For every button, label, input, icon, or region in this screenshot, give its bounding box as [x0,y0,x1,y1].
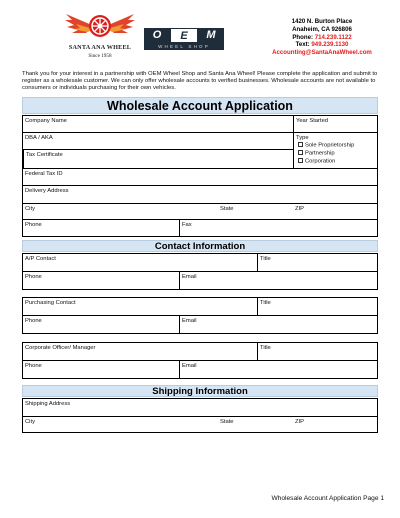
shipping-address-field[interactable] [23,399,377,416]
federal-tax-id-field[interactable] [23,168,377,185]
state-label: State [220,205,234,212]
ap-contact-field[interactable] [23,254,257,271]
page-footer: Wholesale Account Application Page 1 [271,495,384,502]
shipping-section-title: Shipping Information [22,385,378,397]
shipping-info-table [22,398,378,433]
officer-contact-table [22,342,378,379]
purchasing-email-field[interactable] [179,316,377,333]
company-name-label: Company Name [25,117,67,124]
shipping-city-state-zip-row[interactable] [23,416,377,432]
purchasing-email-label: Email [182,317,197,324]
officer-title-field[interactable] [257,343,377,360]
purchasing-contact-label: Purchasing Contact [25,299,76,306]
shipping-state-label: State [220,418,234,425]
santa-ana-wheel-logo [64,10,136,62]
tax-certificate-label: Tax Certificate [26,151,63,158]
dba-label: DBA / AKA [25,134,53,141]
purchasing-title-field[interactable] [257,298,377,315]
type-option-corporation[interactable]: Corporation [296,158,354,166]
company-fax-field[interactable] [179,220,377,236]
business-type-field [293,133,377,168]
year-started-field[interactable] [293,116,377,132]
federal-tax-id-label: Federal Tax ID [25,170,63,177]
ap-email-label: Email [182,273,197,280]
oem-subtitle: WHEEL SHOP [144,43,224,50]
shipping-zip-label: ZIP [295,418,305,425]
ap-contact-label: A/P Contact [25,255,56,262]
type-option-sole[interactable]: Sole Proprietorship [296,142,354,150]
address-email[interactable]: Accounting@SantaAnaWheel.com [272,49,372,57]
letterhead [0,0,400,68]
santa-ana-wheel-since: Since 1958 [88,53,112,59]
ap-contact-table [22,253,378,290]
ap-phone-label: Phone [25,273,42,280]
address-city: Anaheim, CA 926806 [292,25,352,33]
delivery-address-field[interactable] [23,185,377,203]
shipping-address-label: Shipping Address [25,400,71,407]
delivery-address-label: Delivery Address [25,187,69,194]
checkbox-icon [298,158,303,163]
officer-phone-label: Phone [25,362,42,369]
intro-paragraph: Thank you for your interest in a partnership with OEM Wheel Shop and Santa Ana Wheel! Please complete the application and submit to register as a wholesale customer. We can only offer wholesale accounts to verified businesses. Wholesale accounts are not available to consumers or individuals purchasing for their own vehicles. [22,71,378,92]
contact-section-title: Contact Information [22,240,378,252]
city-state-zip-row[interactable] [23,203,377,219]
ap-phone-field[interactable] [23,272,179,289]
year-started-label: Year Started [296,117,329,124]
company-fax-label: Fax [182,221,192,228]
purchasing-title-label: Title [260,299,271,306]
tax-certificate-field[interactable] [23,150,293,169]
company-address [260,18,384,57]
winged-wheel-icon [64,10,136,42]
oem-letter-e: E [170,28,198,43]
company-phone-field[interactable] [23,220,179,236]
address-text: Text: 949.239.1130 [295,41,349,49]
purchasing-phone-label: Phone [25,317,42,324]
shipping-city-label: City [25,418,35,425]
zip-label: ZIP [295,205,305,212]
officer-title-label: Title [260,344,271,351]
dba-field[interactable] [23,133,293,150]
officer-email-label: Email [182,362,197,369]
address-street: 1420 N. Burton Place [291,18,353,25]
oem-letter-m: M [198,28,224,43]
address-phone: Phone: 714.239.1122 [292,33,352,41]
company-name-field[interactable] [23,116,293,132]
type-label: Type [296,134,309,141]
type-option-partnership[interactable]: Partnership [296,150,354,158]
checkbox-icon [298,150,303,155]
santa-ana-wheel-name: SANTA ANA WHEEL [68,44,132,51]
checkbox-icon [298,142,303,147]
officer-contact-label: Corporate Officer/ Manager [25,344,96,351]
officer-email-field[interactable] [179,361,377,378]
city-label: City [25,205,35,212]
purchasing-phone-field[interactable] [23,316,179,333]
officer-phone-field[interactable] [23,361,179,378]
company-phone-label: Phone [25,221,42,228]
oem-letter-o: O [144,28,170,43]
form-title: Wholesale Account Application [22,97,378,114]
purchasing-contact-field[interactable] [23,298,257,315]
ap-title-label: Title [260,255,271,262]
purchasing-contact-table [22,297,378,334]
ap-title-field[interactable] [257,254,377,271]
oem-wheel-shop-logo [144,28,224,50]
officer-contact-field[interactable] [23,343,257,360]
company-info-table [22,115,378,237]
ap-email-field[interactable] [179,272,377,289]
